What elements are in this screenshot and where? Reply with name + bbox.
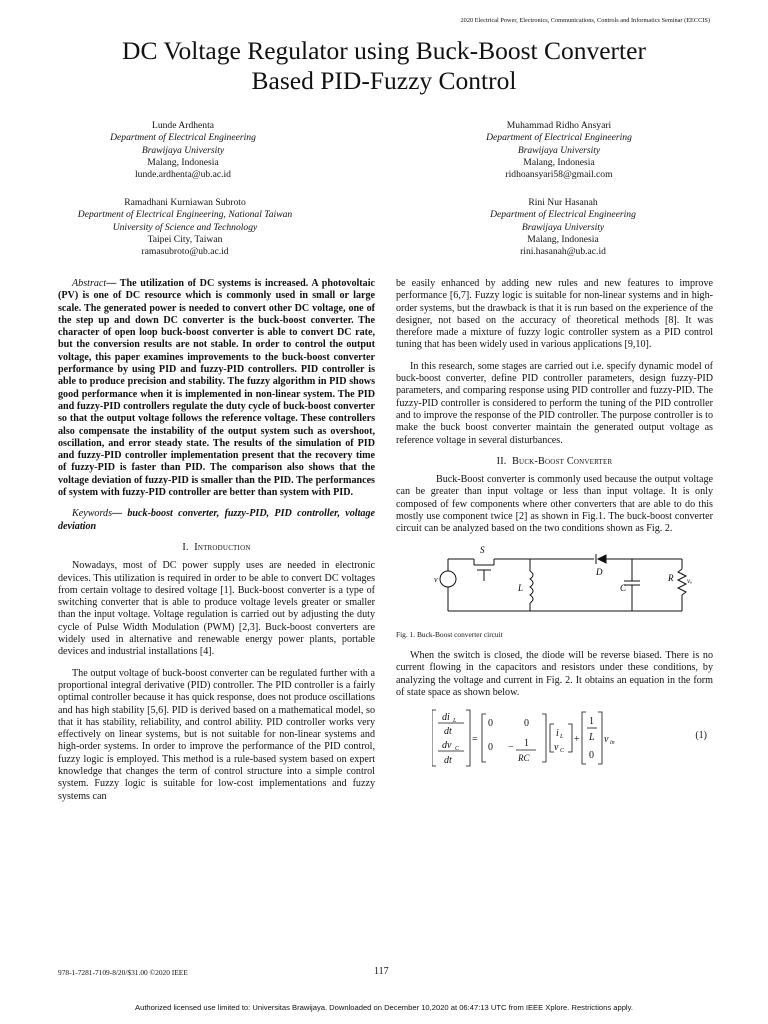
intro-paragraph-2: The output voltage of buck-boost converter can be regulated further with a proportional integral derivative (PID) controller. The PID controller is a fairly optimal controller because it has quick response, does not produce oscillations and has high stability [5,6]. PID is derived based on a mathematical model, so that it has stability, reliability, and control ability. PID controller works very effectively on linear systems, but is not suitable for non-linear systems and high-order systems. In order to improve the performance of the PID control, fuzzy logic is employed. This method is a rule-based system based on expert knowledge that changes the term of control structure into a simple control system. Fuzzy logic is suitable for low-cost implementations and fuzzy systems can [58, 667, 375, 802]
svg-text:di: di [442, 712, 450, 724]
right-paragraph-2: In this research, some stages are carried out i.e. specify dynamic model of buck-boost converter, define PID controller parameters, design fuzzy-PID parameters, and comparing response using PID controller and fuzzy-PID. The fuzzy-PID controller is considered to perform the tuning of the PID controller and to improve the response of the PID controller. The purpose controller is to make the buck boost converter maintain the generated output voltage as reference voltage in several disturbances. [396, 360, 713, 446]
author-block-3 [30, 197, 340, 258]
left-column [58, 278, 375, 812]
figure-buck-boost-circuit [396, 545, 713, 625]
svg-text:0: 0 [488, 742, 493, 754]
author-name: Lunde Ardhenta [151, 120, 215, 131]
author-university: Brawijaya University [521, 221, 605, 233]
intro-paragraph-1: Nowadays, most of DC power supply uses are needed in electronic devices. This utilization is required in order to be able to convert DC voltages from certain voltage to desired voltage [1]. Buck-boost converter is a type of switching converter that is able to produce voltage levels greater or smaller than the input voltage. Voltage regulation is carried out by adjusting the duty cycle of Pulse Width Modulation (PWM) [2,3]. Buck-boost converters are widely used in alternative and renewable energy power plants, portable devices and industrial installations [4]. [58, 560, 375, 658]
license-notice: Authorized licensed use limited to: Universitas Brawijaya. Downloaded on December 10,2020 at 06:47:13 UTC from IEEE Xplore. Restrictions apply. [135, 1003, 633, 1012]
svg-text:C: C [560, 748, 565, 755]
section-title: Buck-Boost Converter [512, 455, 613, 467]
author-department: Department of Electrical Engineering, National Taiwan [77, 209, 293, 221]
svg-text:=: = [472, 734, 478, 746]
section-title: Introduction [194, 541, 251, 553]
abstract-label: Abstract [72, 278, 107, 289]
label-vo: vₒ [687, 576, 693, 585]
author-email: ridhoansyari58@gmail.com [505, 169, 613, 181]
svg-text:0: 0 [488, 718, 493, 730]
svg-text:L: L [560, 734, 564, 741]
author-email: rini.hasanah@ub.ac.id [520, 246, 606, 258]
svg-text:dt: dt [444, 755, 452, 767]
author-city: Malang, Indonesia [523, 156, 595, 168]
author-university: Brawijaya University [141, 144, 225, 156]
author-city: Taipei City, Taiwan [147, 233, 223, 245]
svg-text:RC: RC [518, 753, 530, 764]
svg-text:1: 1 [589, 716, 594, 728]
section-heading-buck-boost [396, 456, 713, 468]
circuit-diagram [434, 545, 694, 625]
title-line-1: DC Voltage Regulator using Buck-Boost Converter [122, 36, 646, 65]
equation-1 [396, 708, 713, 770]
svg-text:dt: dt [444, 726, 452, 738]
author-name: Rini Nur Hasanah [528, 197, 598, 208]
author-department: Department of Electrical Engineering [490, 209, 636, 221]
svg-text:C: C [455, 746, 460, 753]
author-city: Malang, Indonesia [527, 233, 599, 245]
author-email: ramasubroto@ub.ac.id [141, 246, 229, 258]
page-number: 117 [374, 966, 389, 977]
label-inductor: L [518, 582, 524, 593]
svg-text:1: 1 [524, 738, 529, 750]
svg-text:0: 0 [524, 718, 529, 730]
author-block-2 [434, 120, 684, 181]
svg-text:+: + [574, 734, 580, 746]
figure-caption: Fig. 1. Buck-Boost converter circuit [396, 629, 503, 639]
section-number: II. [496, 455, 507, 467]
label-vin: v [434, 574, 438, 584]
conference-header: 2020 Electrical Power, Electronics, Communications, Controls and Informatics Seminar (EECCIS) [460, 17, 710, 24]
right-paragraph-1: be easily enhanced by adding new rules and new features to improve performance [6,7]. Fuzzy logic is suitable for non-linear systems and in high-order systems, but the drawback is that it is run based on the experience of the designer, not based on the accuracy of theoretical methods [8]. It was therefore made a mixture of fuzzy logic controller system as a PID control tuning that has been widely used in various applications [9,10]. [396, 278, 713, 351]
equation-number: (1) [695, 730, 707, 742]
label-switch: S [480, 544, 485, 555]
label-resistor: R [668, 572, 674, 583]
label-diode: D [596, 566, 603, 577]
svg-text:in: in [610, 740, 615, 747]
svg-text:v: v [604, 734, 609, 746]
keywords-text: — buck-boost converter, fuzzy-PID, PID controller, voltage deviation [58, 508, 375, 532]
svg-text:v: v [554, 742, 559, 754]
section-heading-introduction [58, 542, 375, 554]
abstract [58, 278, 375, 499]
keywords-label: Keywords [72, 508, 113, 520]
svg-text:dv: dv [442, 740, 452, 752]
author-city: Malang, Indonesia [147, 156, 219, 168]
author-email: lunde.ardhenta@ub.ac.id [135, 169, 231, 181]
state-space-equation [432, 708, 672, 770]
right-paragraph-4: When the switch is closed, the diode will be reverse biased. There is no current flowing in the capacitors and resistors under these conditions, by analyzing the voltage and current in Fig. 2. It obtains an equation in the form of state space as shown below. [396, 649, 713, 698]
right-column [396, 278, 713, 770]
author-name: Muhammad Ridho Ansyari [506, 120, 612, 131]
author-university: Brawijaya University [517, 144, 601, 156]
author-department: Department of Electrical Engineering [486, 132, 632, 144]
right-paragraph-3: Buck-Boost converter is commonly used because the output voltage can be greater than input voltage or less than input voltage. It is only composed of few components where other converters that are able to do this mostly use component twice [2] as shown in Fig.1. The buck-boost converter circuit can be analyzed based on the two conditions shown as Fig. 2. [396, 474, 713, 535]
svg-text:−: − [508, 742, 514, 754]
author-block-4 [418, 197, 708, 258]
svg-text:L: L [453, 718, 457, 725]
title-line-2: Based PID-Fuzzy Control [251, 66, 517, 95]
author-name: Ramadhani Kurniawan Subroto [124, 197, 246, 208]
author-department: Department of Electrical Engineering [110, 132, 256, 144]
author-university: University of Science and Technology [112, 221, 258, 233]
svg-text:0: 0 [589, 750, 594, 762]
label-capacitor: C [620, 582, 627, 593]
svg-text:i: i [556, 728, 559, 740]
paper-title [0, 36, 768, 96]
copyright-footer: 978-1-7281-7109-8/20/$31.00 ©2020 IEEE [58, 968, 188, 977]
svg-text:L: L [589, 732, 595, 744]
keywords [58, 508, 375, 533]
abstract-text: — The utilization of DC systems is increased. A photovoltaic (PV) is one of DC resource which is commonly used in small or large scale. The generated power is needed to convert other DC voltage, one of the step up and down DC converter is the buck-boost converter. The character of open loop buck-boost converter is able to convert DC rate, but the conversion results are not stable. In order to control the output voltage, this paper examines improvements to the buck-boost converter performance by using PID and fuzzy-PID controllers. PID controller is able to produce precision and stability. The fuzzy algorithm in PID shows good performance when it is implemented in non-linear system. The PID and fuzzy-PID controllers regulate the duty cycle of buck-boost converter so that the output voltage follows the reference voltage. These controllers also compensate the instability of the output system such as overshoot, oscillation, and error steady state. The results of the simulation of PID and fuzzy-PID controller implementation present that the recovery time of fuzzy-PID is faster than PID. The comparison also shows that the voltage deviation of fuzzy-PID is smaller than the PID. The performances of system with fuzzy-PID controller are better than system with PID. [58, 278, 375, 499]
section-number: I. [182, 541, 189, 553]
author-block-1 [58, 120, 308, 181]
